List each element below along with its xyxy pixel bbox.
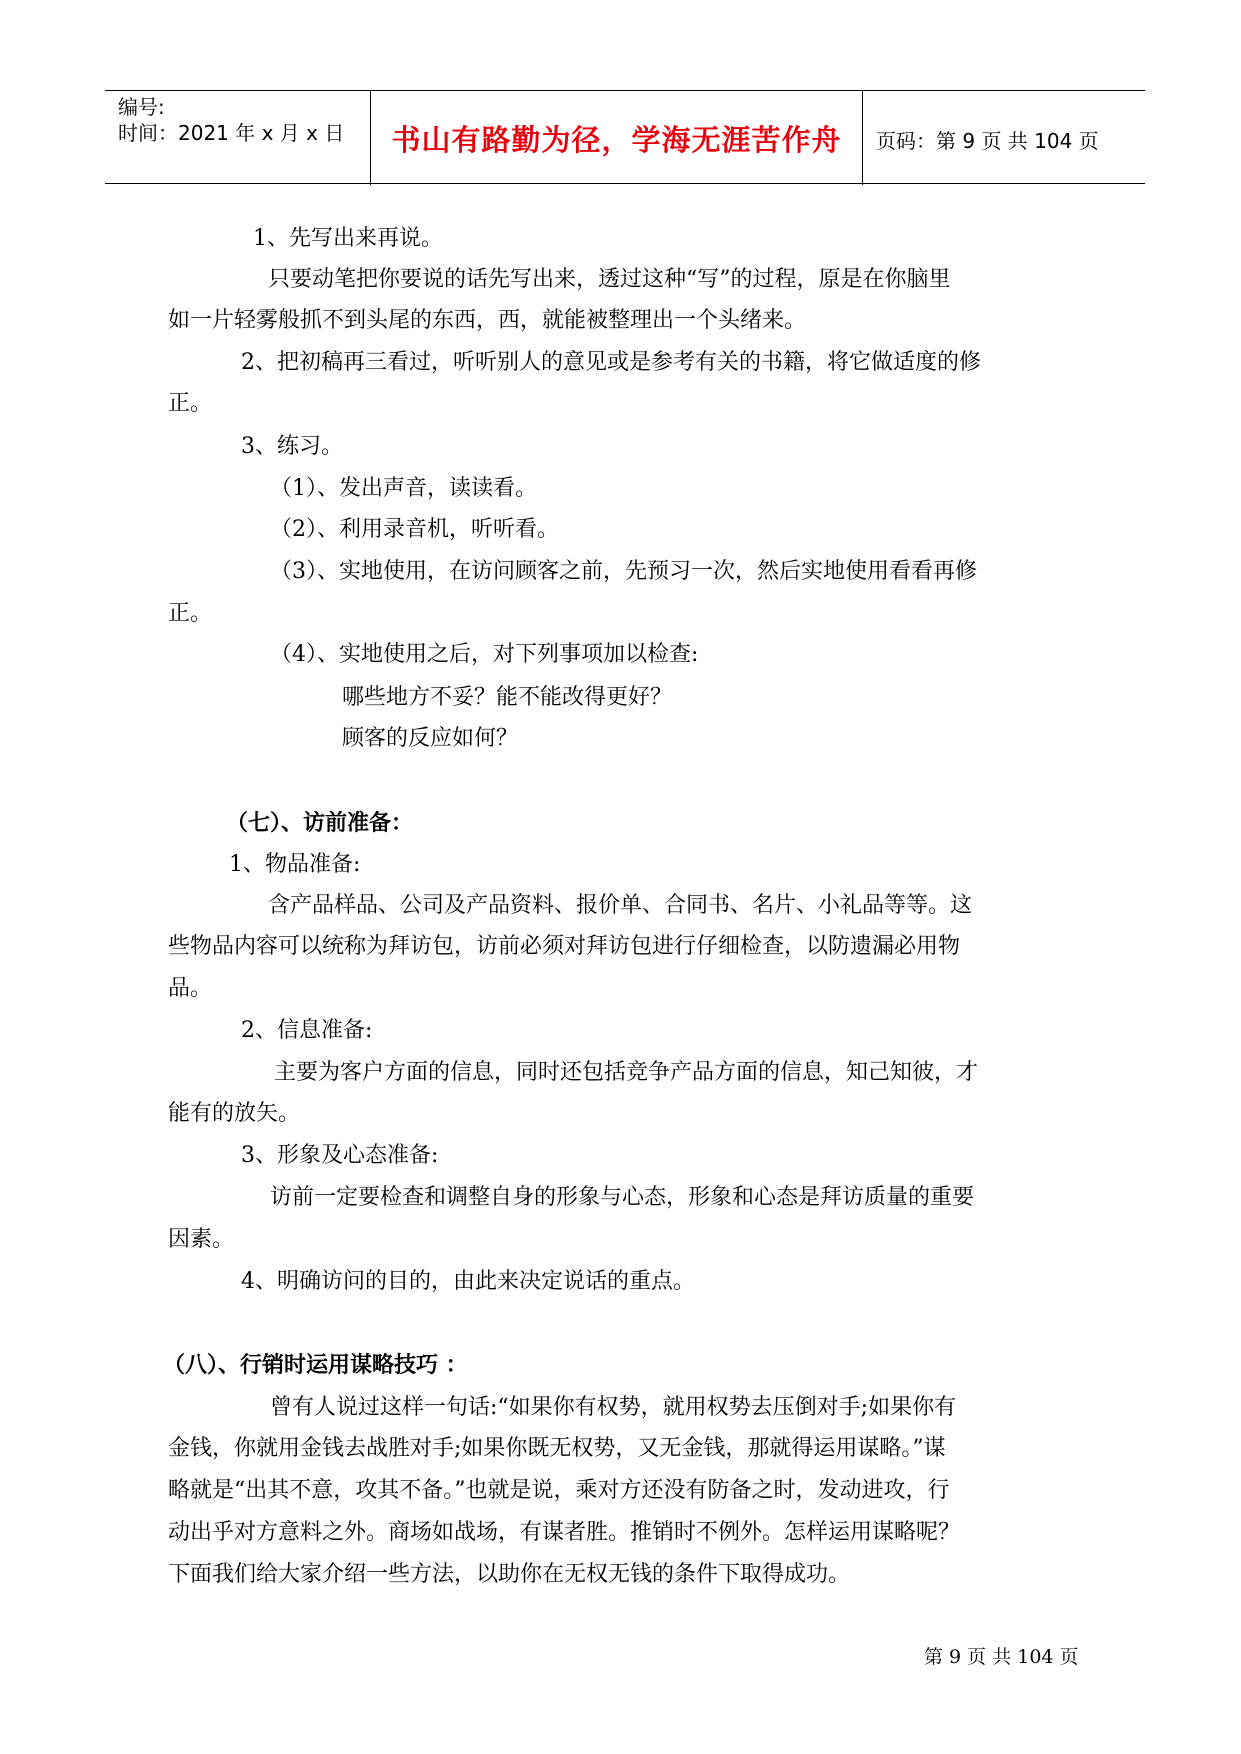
section-heading: （七）、访前准备： <box>226 810 414 836</box>
paragraph: 3、形象及心态准备: <box>241 1143 439 1168</box>
paragraph: 些物品内容可以统称为拜访包，访前必须对拜访包进行仔细检查，以防遗漏必用物 <box>168 934 961 959</box>
document-time: 时间：2021 年 x 月 x 日 <box>118 121 345 145</box>
page-footer: 第 9 页 共 104 页 <box>924 1646 1079 1668</box>
paragraph: 曾有人说过这样一句话:“如果你有权势，就用权势去压倒对手;如果你有 <box>270 1395 957 1420</box>
paragraph: （3）、实地使用，在访问顾客之前，先预习一次，然后实地使用看看再修 <box>270 559 977 584</box>
paragraph: 访前一定要检查和调整自身的形象与心态，形象和心态是拜访质量的重要 <box>270 1185 975 1210</box>
paragraph: （1）、发出声音，读读看。 <box>270 476 537 501</box>
paragraph: 哪些地方不妥？能不能改得更好？ <box>342 685 673 710</box>
header-meta <box>118 94 344 146</box>
paragraph: 正。 <box>168 601 213 626</box>
paragraph: 3、练习。 <box>241 434 343 459</box>
paragraph: 下面我们给大家介绍一些方法，以助你在无权无钱的条件下取得成功。 <box>168 1562 851 1587</box>
paragraph: （2）、利用录音机，听听看。 <box>270 517 559 542</box>
paragraph: 1、先写出来再说。 <box>253 226 443 251</box>
paragraph: 主要为客户方面的信息，同时还包括竞争产品方面的信息，知己知彼，才 <box>274 1060 979 1085</box>
header-top-rule <box>105 90 1145 91</box>
paragraph: 4、明确访问的目的，由此来决定说话的重点。 <box>241 1269 695 1294</box>
header-divider-left <box>370 90 371 185</box>
header-motto: 书山有路勤为径，学海无涯苦作舟 <box>391 123 842 157</box>
paragraph: 因素。 <box>168 1227 235 1252</box>
paragraph: 金钱，你就用金钱去战胜对手;如果你既无权势，又无金钱，那就得运用谋略。”谋 <box>168 1436 946 1461</box>
paragraph: 1、物品准备: <box>229 852 361 877</box>
paragraph: 品。 <box>168 976 213 1001</box>
paragraph: 正。 <box>168 391 213 416</box>
paragraph: 2、信息准备: <box>241 1018 373 1043</box>
paragraph: 略就是“出其不意，攻其不备。”也就是说，乘对方还没有防备之时，发动进攻，行 <box>168 1478 950 1503</box>
header-bottom-rule <box>105 183 1145 184</box>
paragraph: 动出乎对方意料之外。商场如战场，有谋者胜。推销时不例外。怎样运用谋略呢？ <box>168 1520 961 1545</box>
paragraph: 能有的放矢。 <box>168 1101 301 1126</box>
header-divider-right <box>862 90 863 185</box>
paragraph: 只要动笔把你要说的话先写出来，透过这种“写”的过程，原是在你脑里 <box>268 267 951 292</box>
paragraph: 如一片轻雾般抓不到头尾的东西，西，就能被整理出一个头绪来。 <box>168 308 807 333</box>
section-heading: （八）、行销时运用谋略技巧 ： <box>163 1352 468 1378</box>
header-page-info: 页码：第 9 页 共 104 页 <box>876 129 1099 153</box>
paragraph: 含产品样品、公司及产品资料、报价单、合同书、名片、小礼品等等。这 <box>268 893 973 918</box>
document-number-label: 编号: <box>118 95 165 119</box>
paragraph: 顾客的反应如何？ <box>342 726 519 751</box>
paragraph: （4）、实地使用之后，对下列事项加以检查: <box>270 642 699 667</box>
paragraph: 2、把初稿再三看过，听听别人的意见或是参考有关的书籍，将它做适度的修 <box>241 350 981 375</box>
